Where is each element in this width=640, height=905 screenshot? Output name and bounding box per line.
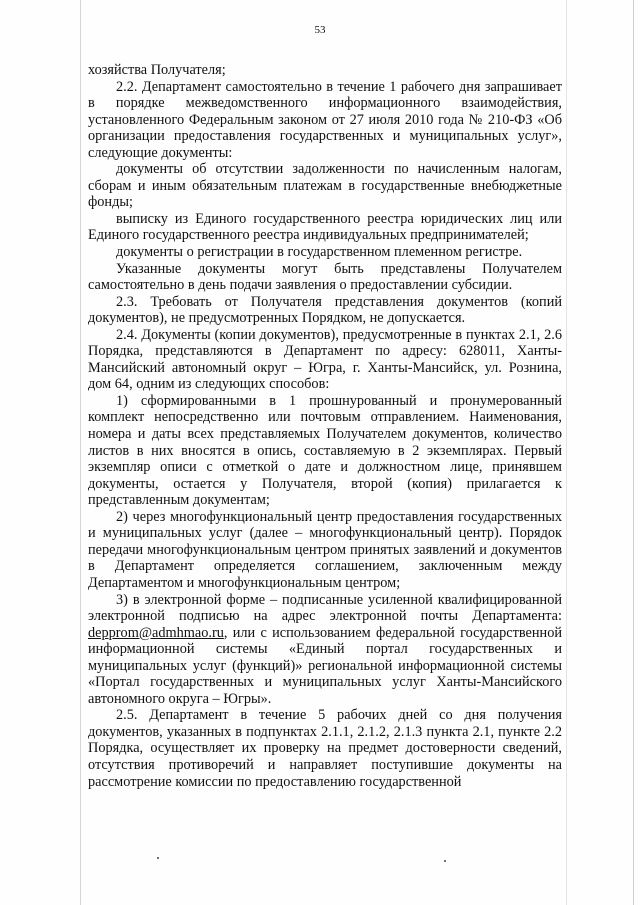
- paragraph-2-3: 2.3. Требовать от Получателя представления документов (копий документов), не предусмотренных Порядком, не допускается.: [88, 293, 562, 327]
- paragraph-tax-debt-docs: документы об отсутствии задолженности по начисленным налогам, сборам и иным обязательным платежам в государственные внебюджетные фонды;: [88, 161, 562, 211]
- paragraph-method-3: [88, 592, 562, 708]
- scan-speck: [157, 857, 159, 859]
- paragraph-continuation: хозяйства Получателя;: [88, 62, 226, 78]
- method-3-text-end: , или с использованием федеральной государственной информационной системы «Единый портал государственных и муниципальных услуг (функций)» региональной информационной системы «Портал государственных и муниципальных услуг Ханты-Мансийского автономного округа – Югры».: [88, 624, 562, 707]
- paragraph-self-submission: Указанные документы могут быть представлены Получателем самостоятельно в день подачи заявления о предоставлении субсидии.: [88, 260, 562, 294]
- page-number: 53: [314, 24, 326, 36]
- paragraph-registry-extract: выписку из Единого государственного реестра юридических лиц или Единого государственного реестра индивидуальных предпринимателей;: [88, 210, 562, 244]
- paragraph-breeding-register: документы о регистрации в государственном племенном регистре.: [116, 244, 523, 261]
- paragraph-method-2: 2) через многофункциональный центр предоставления государственных и муниципальных услуг (далее – многофункциональный центр). Порядок передачи многофункциональным центром принятых заявлений и документов в Департамент определяется соглашением, заключенным между Департаментом и многофункциональным центром;: [88, 508, 562, 591]
- paragraph-2-2: 2.2. Департамент самостоятельно в течение 1 рабочего дня запрашивает в порядке межведомственного информационного взаимодействия, установленного Федеральным законом от 27 июля 2010 года № 210-ФЗ «Об организации предоставления государственных и муниципальных услуг», следующие документы:: [88, 78, 562, 161]
- body-text: [88, 62, 562, 790]
- method-3-text-start: 3) в электронной форме – подписанные усиленной квалифицированной электронной подписью на адрес электронной почты Департамента:: [88, 591, 562, 625]
- email-link[interactable]: depprom@admhmao.ru: [88, 624, 224, 641]
- scan-border-right: [633, 0, 634, 905]
- scan-speck: [444, 860, 446, 862]
- scan-margin-line-left: [80, 0, 81, 905]
- paragraph-2-4: 2.4. Документы (копии документов), предусмотренные в пунктах 2.1, 2.6 Порядка, представляются в Департамент по адресу: 628011, Ханты-Мансийский автономный округ – Югра, г. Ханты-Мансийск, ул. Рознина, дом 64, одним из следующих способов:: [88, 326, 562, 393]
- scan-margin-line-right: [566, 0, 567, 905]
- paragraph-method-1: 1) сформированными в 1 прошнурованный и пронумерованный комплект непосредственно или почтовым отправлением. Наименования, номера и даты всех представляемых Получателем документов, количество листов в них вносятся в опись, составляемую в 2 экземплярах. Первый экземпляр описи с отметкой о дате и должностном лице, принявшем документы, остается у Получателя, второй (копия) прилагается к представленным документам;: [88, 392, 562, 509]
- paragraph-2-5: 2.5. Департамент в течение 5 рабочих дней со дня получения документов, указанных в подпунктах 2.1.1, 2.1.2, 2.1.3 пункта 2.1, пункте 2.2 Порядка, осуществляет их проверку на предмет достоверности сведений, отсутствия противоречий и направляет поступившие документы на рассмотрение комиссии по предоставлению государственной: [88, 707, 562, 790]
